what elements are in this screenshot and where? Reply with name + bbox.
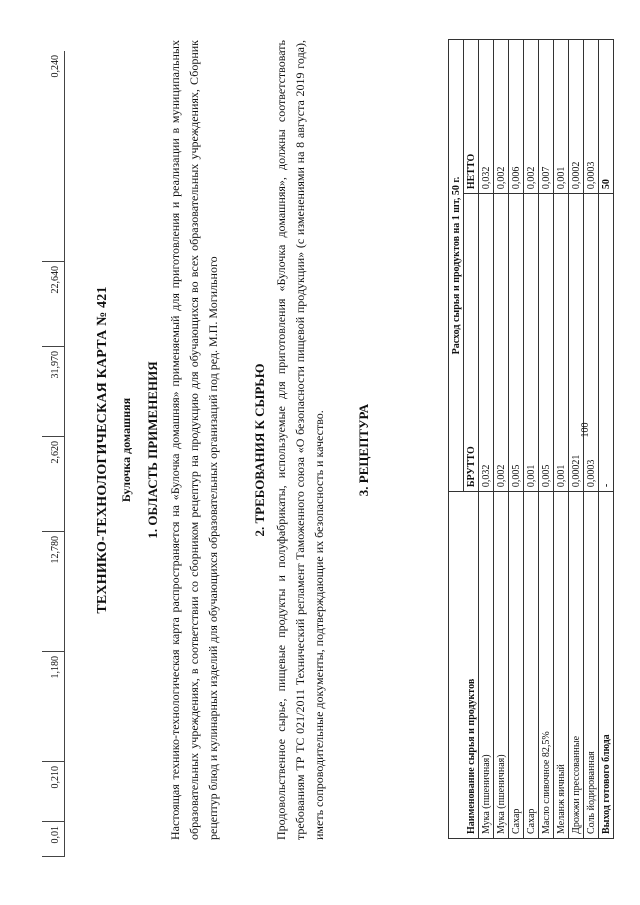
dish-name: Булочка домашняя	[119, 397, 133, 503]
table-row	[554, 40, 569, 839]
brutto-value: 0,0003	[584, 194, 599, 492]
brutto-value: 0,005	[509, 194, 524, 492]
ingredient-name: Меланж яичный	[554, 492, 569, 839]
fragment-cell: 1,180	[42, 651, 64, 761]
section-3-heading: 3. РЕЦЕПТУРА	[356, 403, 371, 497]
table-row	[479, 40, 494, 839]
fragment-cell: 22,640	[42, 261, 64, 346]
netto-value: 0,002	[494, 40, 509, 194]
brutto-value: 0,00021	[569, 194, 584, 492]
yield-netto: 50	[599, 40, 614, 194]
ingredient-name: Сахар	[524, 492, 539, 839]
recipe-header-row	[449, 40, 464, 839]
ingredient-name: Мука (пшеничная)	[479, 492, 494, 839]
section-1-heading: 1. ОБЛАСТЬ ПРИМЕНЕНИЯ	[145, 361, 160, 539]
col-brutto-header: БРУТТО	[464, 194, 479, 492]
col-group-header: Расход сырья и продуктов на 1 шт, 50 г.	[449, 40, 464, 492]
netto-value: 0,001	[554, 40, 569, 194]
ingredient-name: Мука (пшеничная)	[494, 492, 509, 839]
table-row	[539, 40, 554, 839]
page-number: 100	[580, 422, 591, 438]
table-row	[494, 40, 509, 839]
netto-value: 0,032	[479, 40, 494, 194]
ingredient-name: Дрожжи прессованные	[569, 492, 584, 839]
fragment-cell: 0,210	[42, 761, 64, 821]
netto-value: 0,007	[539, 40, 554, 194]
fragment-cell: 2,620	[42, 436, 64, 531]
brutto-value: 0,001	[554, 194, 569, 492]
ingredient-name: Масло сливочное 82,5%	[539, 492, 554, 839]
netto-value: 0,002	[524, 40, 539, 194]
brutto-value: 0,032	[479, 194, 494, 492]
yield-row	[599, 40, 614, 839]
netto-value: 0,006	[509, 40, 524, 194]
previous-table-fragment	[42, 51, 65, 857]
netto-value: 0,0003	[584, 40, 599, 194]
fragment-cell: 31,970	[42, 346, 64, 436]
col-name-header: Наименование сырья и продуктов	[449, 492, 479, 839]
table-row	[524, 40, 539, 839]
ingredient-name: Соль йодированная	[584, 492, 599, 839]
brutto-value: 0,002	[494, 194, 509, 492]
fragment-cell: 0,240	[50, 55, 61, 78]
brutto-value: 0,001	[524, 194, 539, 492]
col-netto-header: НЕТТО	[464, 40, 479, 194]
section-2-heading: 2. ТРЕБОВАНИЯ К СЫРЬЮ	[252, 363, 267, 537]
section-2-text: Продовольственное сырье, пищевые продукты и полуфабрикаты, используемые для приготовления «Булочка домашняя», должны соответствовать требованиям ТР ТС 021/2011 Технический регламент Таможенного союза «О безопасности пищевой продукции» (с изменениями на 8 августа 2019 года), иметь сопроводительные документы, подтверждающие их безопасность и качество.	[274, 40, 326, 840]
ingredient-name: Сахар	[509, 492, 524, 839]
table-row	[509, 40, 524, 839]
doc-title: ТЕХНИКО-ТЕХНОЛОГИЧЕСКАЯ КАРТА № 421	[95, 286, 110, 614]
brutto-value: 0,005	[539, 194, 554, 492]
netto-value: 0,0002	[569, 40, 584, 194]
yield-brutto: -	[599, 194, 614, 492]
fragment-cell: 0,01	[42, 821, 64, 856]
fragment-cell: 12,780	[42, 531, 64, 651]
yield-label: Выход готового блюда	[599, 492, 614, 839]
section-1-text: Настоящая технико-технологическая карта распространяется на «Булочка домашняя» применяемый для приготовления и реализации в муниципальных образовательных учреждениях, в соответствии со сборником рецептур на продукцию для обучающихся во всех образовательных учреждениях, Сборник рецептур блюд и кулинарных изделий для обучающихся образовательных организаций под ред. М.П. Могильного	[168, 40, 220, 840]
